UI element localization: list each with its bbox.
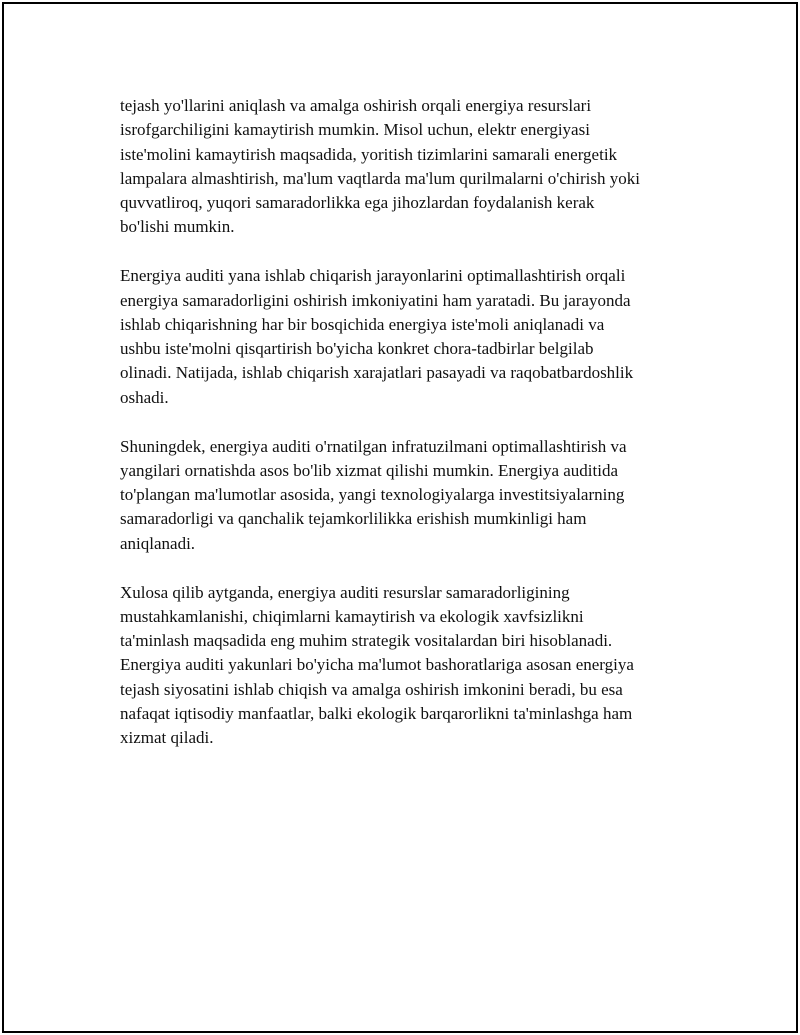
paragraph-1: tejash yo'llarini aniqlash va amalga oshirish orqali energiya resurslari isrofgarchiligini kamaytirish mumkin. Misol uchun, elektr energiyasi iste'molini kamaytirish maqsadida, yoritish tizimlarini samarali energetik lampalara almashtirish, ma'lum vaqtlarda ma'lum qurilmalarni o'chirish yoki quvvatliroq, yuqori samaradorlikka ega jihozlardan foydalanish kerak bo'lishi mumkin. — [120, 96, 640, 237]
paragraph-4: Xulosa qilib aytganda, energiya auditi resurslar samaradorligining mustahkamlanishi, chiqimlarni kamaytirish va ekologik xavfsizlikni ta'minlash maqsadida eng muhim strategik vositalardan biri hisoblanadi. Energiya auditi yakunlari bo'yicha ma'lumot bashoratlariga asosan energiya tejash siyosatini ishlab chiqish va amalga oshirish imkonini beradi, bu esa nafaqat iqtisodiy manfaatlar, balki ekologik barqarorlikni ta'minlashga ham xizmat qiladi. — [120, 582, 634, 748]
paragraph-3: Shuningdek, energiya auditi o'rnatilgan infratuzilmani optimallashtirish va yangilari ornatishda asos bo'lib xizmat qilishi mumkin. Energiya auditida to'plangan ma'lumotlar asosida, yangi texnologiyalarga investitsiyalarning samaradorligi va qanchalik tejamkorlilikka erishish mumkinligi ham aniqlanadi. — [120, 436, 627, 553]
paragraph-2: Energiya auditi yana ishlab chiqarish jarayonlarini optimallashtirish orqali energiya samaradorligini oshirish imkoniyatini ham yaratadi. Bu jarayonda ishlab chiqarishning har bir bosqichida energiya iste'moli aniqlanadi va ushbu iste'molni qisqartirish bo'yicha konkret chora-tadbirlar belgilab olinadi. Natijada, ishlab chiqarish xarajatlari pasayadi va raqobatbardoshlik oshadi. — [120, 266, 634, 407]
document-body — [120, 94, 680, 775]
document-page — [2, 2, 798, 1033]
